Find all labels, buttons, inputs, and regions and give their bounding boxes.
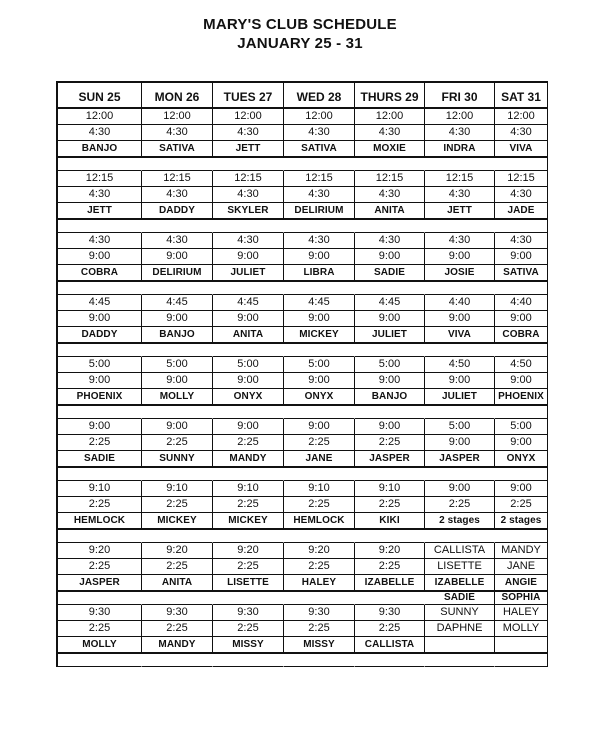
shift-time: 9:10 xyxy=(284,481,355,497)
shift-time: 5:00 xyxy=(284,357,355,373)
spacer-cell xyxy=(355,406,425,419)
spacer-cell xyxy=(58,592,142,605)
performer-name: BANJO xyxy=(142,327,213,344)
spacer-cell xyxy=(425,530,495,543)
spacer-cell xyxy=(213,530,284,543)
spacer-cell xyxy=(355,282,425,295)
spacer-cell xyxy=(284,282,355,295)
performer-name: ANITA xyxy=(355,203,425,220)
performer-name: COBRA xyxy=(495,327,548,344)
shift-time: 9:30 xyxy=(58,605,142,621)
spacer-cell xyxy=(355,530,425,543)
shift-time: 12:00 xyxy=(284,109,355,125)
shift-time: 4:30 xyxy=(495,125,548,141)
performer-name: JASPER xyxy=(425,451,495,468)
performer-name: 2 stages xyxy=(495,513,548,530)
shift-time: 2:25 xyxy=(495,497,548,513)
shift-time: 9:00 xyxy=(355,419,425,435)
performer-name: HALEY xyxy=(284,575,355,592)
performer-name: IZABELLE xyxy=(425,575,495,592)
shift-time: 4:30 xyxy=(284,233,355,249)
shift-time: 9:00 xyxy=(58,249,142,265)
spacer-cell xyxy=(58,344,142,357)
performer-name: PHOENIX xyxy=(495,389,548,406)
performer-name: MOXIE xyxy=(355,141,425,158)
performer-name: ANGIE xyxy=(495,575,548,592)
shift-time: 12:15 xyxy=(142,171,213,187)
shift-time: 2:25 xyxy=(284,435,355,451)
performer-name: SOPHIA xyxy=(495,592,548,605)
shift-time: 4:30 xyxy=(284,187,355,203)
performer-name: SATIVA xyxy=(142,141,213,158)
shift-time: 4:50 xyxy=(495,357,548,373)
shift-time: 4:30 xyxy=(58,233,142,249)
shift-time: 9:20 xyxy=(284,543,355,559)
spacer-cell xyxy=(213,220,284,233)
performer-name: SADIE xyxy=(355,265,425,282)
shift-time: 12:00 xyxy=(213,109,284,125)
shift-time: 4:30 xyxy=(495,233,548,249)
shift-time: 5:00 xyxy=(495,419,548,435)
spacer-cell xyxy=(495,220,548,233)
performer-name: BANJO xyxy=(355,389,425,406)
spacer-cell xyxy=(58,158,142,171)
performer-name: LIBRA xyxy=(284,265,355,282)
shift-time: 9:20 xyxy=(142,543,213,559)
shift-time: 9:00 xyxy=(213,373,284,389)
performer-name: ANITA xyxy=(142,575,213,592)
spacer-cell xyxy=(284,406,355,419)
shift-time: 2:25 xyxy=(58,559,142,575)
shift-time: 4:30 xyxy=(355,187,425,203)
shift-time: 4:45 xyxy=(213,295,284,311)
spacer-cell xyxy=(284,530,355,543)
performer-name: SADIE xyxy=(425,592,495,605)
shift-time: 2:25 xyxy=(213,435,284,451)
shift-time: 4:30 xyxy=(284,125,355,141)
performer-name xyxy=(425,637,495,654)
spacer-cell xyxy=(142,220,213,233)
spacer-cell xyxy=(58,468,142,481)
shift-time: 4:40 xyxy=(495,295,548,311)
performer-name: HEMLOCK xyxy=(284,513,355,530)
day-header: SUN 25 xyxy=(58,83,142,109)
shift-time: 9:00 xyxy=(142,311,213,327)
shift-time: 4:30 xyxy=(213,125,284,141)
shift-time: 2:25 xyxy=(355,497,425,513)
shift-time: 9:00 xyxy=(213,311,284,327)
shift-time: 12:15 xyxy=(425,171,495,187)
spacer-cell xyxy=(355,654,425,667)
shift-time: LISETTE xyxy=(425,559,495,575)
shift-time: 4:30 xyxy=(142,233,213,249)
performer-name: JASPER xyxy=(355,451,425,468)
shift-time: 9:20 xyxy=(58,543,142,559)
performer-name: DELIRIUM xyxy=(284,203,355,220)
shift-time: 9:00 xyxy=(495,249,548,265)
spacer-cell xyxy=(495,158,548,171)
performer-name: PHOENIX xyxy=(58,389,142,406)
performer-name: JASPER xyxy=(58,575,142,592)
spacer-cell xyxy=(142,406,213,419)
shift-time: 2:25 xyxy=(284,497,355,513)
shift-time: 4:30 xyxy=(213,233,284,249)
spacer-cell xyxy=(284,592,355,605)
spacer-cell xyxy=(213,344,284,357)
performer-name: DADDY xyxy=(142,203,213,220)
spacer-cell xyxy=(213,592,284,605)
shift-time: 9:00 xyxy=(58,419,142,435)
performer-name: HEMLOCK xyxy=(58,513,142,530)
spacer-cell xyxy=(284,220,355,233)
performer-name: ONYX xyxy=(213,389,284,406)
shift-time: 9:00 xyxy=(213,249,284,265)
spacer-cell xyxy=(142,282,213,295)
shift-time: 9:00 xyxy=(284,311,355,327)
spacer-cell xyxy=(425,468,495,481)
shift-time: 9:00 xyxy=(284,249,355,265)
shift-time: 5:00 xyxy=(142,357,213,373)
day-header: FRI 30 xyxy=(425,83,495,109)
shift-time: 4:30 xyxy=(58,187,142,203)
shift-time: 2:25 xyxy=(355,435,425,451)
shift-time: 9:00 xyxy=(425,311,495,327)
day-header: SAT 31 xyxy=(495,83,548,109)
performer-name: MICKEY xyxy=(142,513,213,530)
shift-time: 4:30 xyxy=(425,125,495,141)
spacer-cell xyxy=(142,530,213,543)
performer-name: BANJO xyxy=(58,141,142,158)
shift-time: 12:15 xyxy=(355,171,425,187)
shift-time: 2:25 xyxy=(142,559,213,575)
performer-name: JULIET xyxy=(355,327,425,344)
performer-name: MANDY xyxy=(142,637,213,654)
shift-time: 4:45 xyxy=(284,295,355,311)
performer-name: VIVA xyxy=(425,327,495,344)
day-header: TUES 27 xyxy=(213,83,284,109)
shift-time: DAPHNE xyxy=(425,621,495,637)
performer-name: SATIVA xyxy=(284,141,355,158)
spacer-cell xyxy=(355,220,425,233)
spacer-cell xyxy=(284,158,355,171)
spacer-cell xyxy=(142,654,213,667)
shift-time: 2:25 xyxy=(142,497,213,513)
shift-time: 9:00 xyxy=(355,311,425,327)
performer-name: ANITA xyxy=(213,327,284,344)
shift-time: 9:00 xyxy=(284,373,355,389)
performer-name: SKYLER xyxy=(213,203,284,220)
shift-time: 2:25 xyxy=(284,559,355,575)
performer-name: MISSY xyxy=(284,637,355,654)
shift-time: 4:45 xyxy=(142,295,213,311)
shift-time: JANE xyxy=(495,559,548,575)
performer-name: MICKEY xyxy=(284,327,355,344)
spacer-cell xyxy=(58,530,142,543)
shift-time: 12:00 xyxy=(142,109,213,125)
performer-name: INDRA xyxy=(425,141,495,158)
shift-time: 4:30 xyxy=(425,233,495,249)
shift-time: 9:00 xyxy=(284,419,355,435)
shift-time: 9:10 xyxy=(58,481,142,497)
performer-name xyxy=(495,637,548,654)
spacer-cell xyxy=(355,158,425,171)
shift-time: 4:45 xyxy=(355,295,425,311)
shift-time: 5:00 xyxy=(355,357,425,373)
spacer-cell xyxy=(495,468,548,481)
shift-time: 2:25 xyxy=(58,497,142,513)
shift-time: 9:00 xyxy=(142,419,213,435)
spacer-cell xyxy=(58,406,142,419)
shift-time: 9:10 xyxy=(213,481,284,497)
spacer-cell xyxy=(58,282,142,295)
spacer-cell xyxy=(142,592,213,605)
spacer-cell xyxy=(425,158,495,171)
performer-name: LISETTE xyxy=(213,575,284,592)
schedule-title: MARY'S CLUB SCHEDULE xyxy=(203,16,397,33)
performer-name: DADDY xyxy=(58,327,142,344)
spacer-cell xyxy=(495,530,548,543)
shift-time: 2:25 xyxy=(355,621,425,637)
performer-name: 2 stages xyxy=(425,513,495,530)
shift-time: 9:00 xyxy=(142,249,213,265)
shift-time: 4:45 xyxy=(58,295,142,311)
shift-time: 9:20 xyxy=(213,543,284,559)
spacer-cell xyxy=(495,344,548,357)
shift-time: 9:30 xyxy=(142,605,213,621)
shift-time: 4:30 xyxy=(355,125,425,141)
performer-name: JANE xyxy=(284,451,355,468)
shift-time: 12:15 xyxy=(495,171,548,187)
shift-time: CALLISTA xyxy=(425,543,495,559)
shift-time: 2:25 xyxy=(213,559,284,575)
shift-time: SUNNY xyxy=(425,605,495,621)
spacer-cell xyxy=(495,282,548,295)
shift-time: 9:00 xyxy=(495,481,548,497)
performer-name: JULIET xyxy=(425,389,495,406)
shift-time: 9:00 xyxy=(495,435,548,451)
shift-time: 9:10 xyxy=(355,481,425,497)
shift-time: 5:00 xyxy=(425,419,495,435)
shift-time: MOLLY xyxy=(495,621,548,637)
shift-time: 9:00 xyxy=(425,373,495,389)
day-header: WED 28 xyxy=(284,83,355,109)
shift-time: 9:00 xyxy=(355,249,425,265)
spacer-cell xyxy=(355,468,425,481)
spacer-cell xyxy=(355,344,425,357)
shift-time: 2:25 xyxy=(284,621,355,637)
shift-time: 9:30 xyxy=(355,605,425,621)
spacer-cell xyxy=(284,654,355,667)
spacer-cell xyxy=(495,654,548,667)
shift-time: 9:00 xyxy=(425,435,495,451)
spacer-cell xyxy=(495,406,548,419)
spacer-cell xyxy=(284,344,355,357)
shift-time: 2:25 xyxy=(58,435,142,451)
shift-time: 4:50 xyxy=(425,357,495,373)
shift-time: 12:00 xyxy=(495,109,548,125)
performer-name: MOLLY xyxy=(142,389,213,406)
shift-time: 9:00 xyxy=(495,311,548,327)
shift-time: 12:00 xyxy=(355,109,425,125)
shift-time: 9:00 xyxy=(425,481,495,497)
performer-name: VIVA xyxy=(495,141,548,158)
spacer-cell xyxy=(425,220,495,233)
day-header: MON 26 xyxy=(142,83,213,109)
shift-time: 9:10 xyxy=(142,481,213,497)
performer-name: JOSIE xyxy=(425,265,495,282)
shift-time: 4:30 xyxy=(58,125,142,141)
day-header: THURS 29 xyxy=(355,83,425,109)
shift-time: 5:00 xyxy=(58,357,142,373)
shift-time: 9:30 xyxy=(213,605,284,621)
schedule-subtitle: JANUARY 25 - 31 xyxy=(237,35,363,52)
performer-name: ONYX xyxy=(284,389,355,406)
performer-name: SATIVA xyxy=(495,265,548,282)
shift-time: 2:25 xyxy=(355,559,425,575)
schedule-table xyxy=(56,81,548,667)
spacer-cell xyxy=(425,406,495,419)
performer-name: JULIET xyxy=(213,265,284,282)
performer-name: DELIRIUM xyxy=(142,265,213,282)
shift-time: 2:25 xyxy=(142,435,213,451)
performer-name: KIKI xyxy=(355,513,425,530)
shift-time: 12:15 xyxy=(284,171,355,187)
shift-time: 4:30 xyxy=(495,187,548,203)
spacer-cell xyxy=(142,468,213,481)
shift-time: 4:30 xyxy=(142,125,213,141)
spacer-cell xyxy=(213,282,284,295)
spacer-cell xyxy=(213,654,284,667)
shift-time: 4:30 xyxy=(213,187,284,203)
performer-name: SUNNY xyxy=(142,451,213,468)
shift-time: 9:00 xyxy=(495,373,548,389)
shift-time: 12:00 xyxy=(425,109,495,125)
shift-time: 9:00 xyxy=(425,249,495,265)
shift-time: 5:00 xyxy=(213,357,284,373)
spacer-cell xyxy=(213,158,284,171)
spacer-cell xyxy=(58,654,142,667)
shift-time: 12:00 xyxy=(58,109,142,125)
spacer-cell xyxy=(213,406,284,419)
spacer-cell xyxy=(425,344,495,357)
performer-name: JETT xyxy=(213,141,284,158)
performer-name: CALLISTA xyxy=(355,637,425,654)
shift-time: 4:30 xyxy=(425,187,495,203)
performer-name: JETT xyxy=(425,203,495,220)
shift-time: 4:30 xyxy=(142,187,213,203)
spacer-cell xyxy=(425,654,495,667)
spacer-cell xyxy=(213,468,284,481)
performer-name: MOLLY xyxy=(58,637,142,654)
shift-time: 4:40 xyxy=(425,295,495,311)
performer-name: IZABELLE xyxy=(355,575,425,592)
shift-time: MANDY xyxy=(495,543,548,559)
shift-time: 9:00 xyxy=(213,419,284,435)
shift-time: 9:00 xyxy=(58,373,142,389)
shift-time: 12:15 xyxy=(213,171,284,187)
shift-time: 9:00 xyxy=(142,373,213,389)
performer-name: JETT xyxy=(58,203,142,220)
performer-name: MANDY xyxy=(213,451,284,468)
shift-time: 9:20 xyxy=(355,543,425,559)
spacer-cell xyxy=(58,220,142,233)
spacer-cell xyxy=(142,344,213,357)
spacer-cell xyxy=(142,158,213,171)
performer-name: ONYX xyxy=(495,451,548,468)
shift-time: 4:30 xyxy=(355,233,425,249)
performer-name: MICKEY xyxy=(213,513,284,530)
shift-time: 9:00 xyxy=(355,373,425,389)
shift-time: 12:15 xyxy=(58,171,142,187)
shift-time: 2:25 xyxy=(213,497,284,513)
performer-name: JADE xyxy=(495,203,548,220)
spacer-cell xyxy=(425,282,495,295)
shift-time: 9:00 xyxy=(58,311,142,327)
shift-time: 9:30 xyxy=(284,605,355,621)
spacer-cell xyxy=(355,592,425,605)
performer-name: MISSY xyxy=(213,637,284,654)
performer-name: SADIE xyxy=(58,451,142,468)
shift-time: 2:25 xyxy=(58,621,142,637)
shift-time: 2:25 xyxy=(213,621,284,637)
shift-time: 2:25 xyxy=(425,497,495,513)
performer-name: COBRA xyxy=(58,265,142,282)
shift-time: HALEY xyxy=(495,605,548,621)
spacer-cell xyxy=(284,468,355,481)
shift-time: 2:25 xyxy=(142,621,213,637)
